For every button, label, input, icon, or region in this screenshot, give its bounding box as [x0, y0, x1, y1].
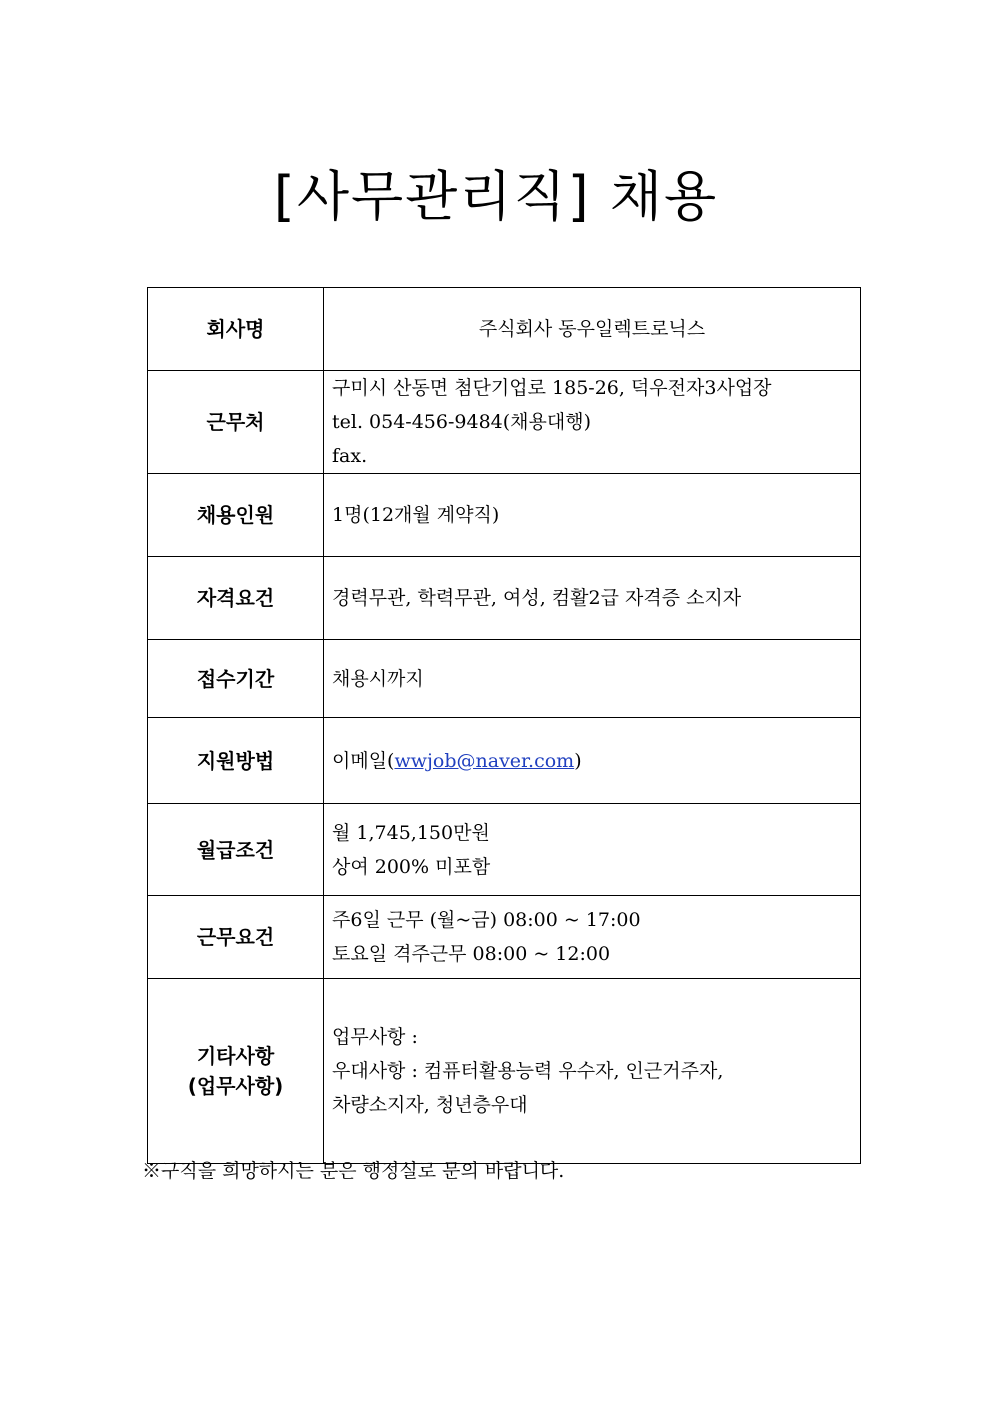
salary-bonus: 상여 200% 미포함	[332, 855, 491, 878]
hours-value	[324, 896, 861, 979]
other-value	[324, 979, 861, 1164]
other-label-main: 기타사항	[196, 1044, 275, 1068]
apply-value	[324, 718, 861, 804]
footnote: ※구직을 희망하시는 분은 행정실로 문의 바랍니다.	[142, 1160, 565, 1182]
table-row-hours	[148, 896, 861, 979]
apply-prefix: 이메일(	[332, 749, 395, 772]
table-row-qualification	[148, 557, 861, 640]
workplace-label: 근무처	[148, 371, 324, 474]
workplace-tel: tel. 054-456-9484(채용대행)	[332, 411, 592, 433]
company-label: 회사명	[148, 288, 324, 371]
hours-label: 근무요건	[148, 896, 324, 979]
table-row-workplace	[148, 371, 861, 474]
period-value: 채용시까지	[324, 640, 861, 718]
email-link[interactable]: wwjob@naver.com	[394, 749, 575, 772]
company-value: 주식회사 동우일렉트로닉스	[324, 288, 861, 371]
qualification-label: 자격요건	[148, 557, 324, 640]
other-label	[148, 979, 324, 1164]
other-duties: 업무사항 :	[332, 1026, 418, 1048]
table-row-other	[148, 979, 861, 1164]
recruitment-info-table	[147, 287, 861, 1164]
workplace-fax: fax.	[332, 445, 368, 467]
table-row-period	[148, 640, 861, 718]
apply-suffix: )	[574, 749, 582, 772]
headcount-label: 채용인원	[148, 474, 324, 557]
other-label-sub: (업무사항)	[187, 1074, 284, 1098]
table-row-company	[148, 288, 861, 371]
period-label: 접수기간	[148, 640, 324, 718]
salary-monthly: 월 1,745,150만원	[332, 821, 490, 844]
workplace-address: 구미시 산동면 첨단기업로 185-26, 덕우전자3사업장	[332, 377, 772, 399]
hours-saturday: 토요일 격주근무 08:00 ~ 12:00	[332, 943, 611, 965]
other-preferences: 우대사항 : 컴퓨터활용능력 우수자, 인근거주자,	[332, 1060, 724, 1082]
page-title: [사무관리직] 채용	[273, 165, 719, 228]
workplace-value	[324, 371, 861, 474]
qualification-value: 경력무관, 학력무관, 여성, 컴활2급 자격증 소지자	[324, 557, 861, 640]
hours-weekday: 주6일 근무 (월~금) 08:00 ~ 17:00	[332, 909, 641, 931]
table-row-apply	[148, 718, 861, 804]
headcount-value: 1명(12개월 계약직)	[324, 474, 861, 557]
salary-label: 월급조건	[148, 804, 324, 896]
other-preferences-cont: 차량소지자, 청년층우대	[332, 1094, 528, 1116]
table-row-salary	[148, 804, 861, 896]
salary-value	[324, 804, 861, 896]
table-row-headcount	[148, 474, 861, 557]
apply-label: 지원방법	[148, 718, 324, 804]
